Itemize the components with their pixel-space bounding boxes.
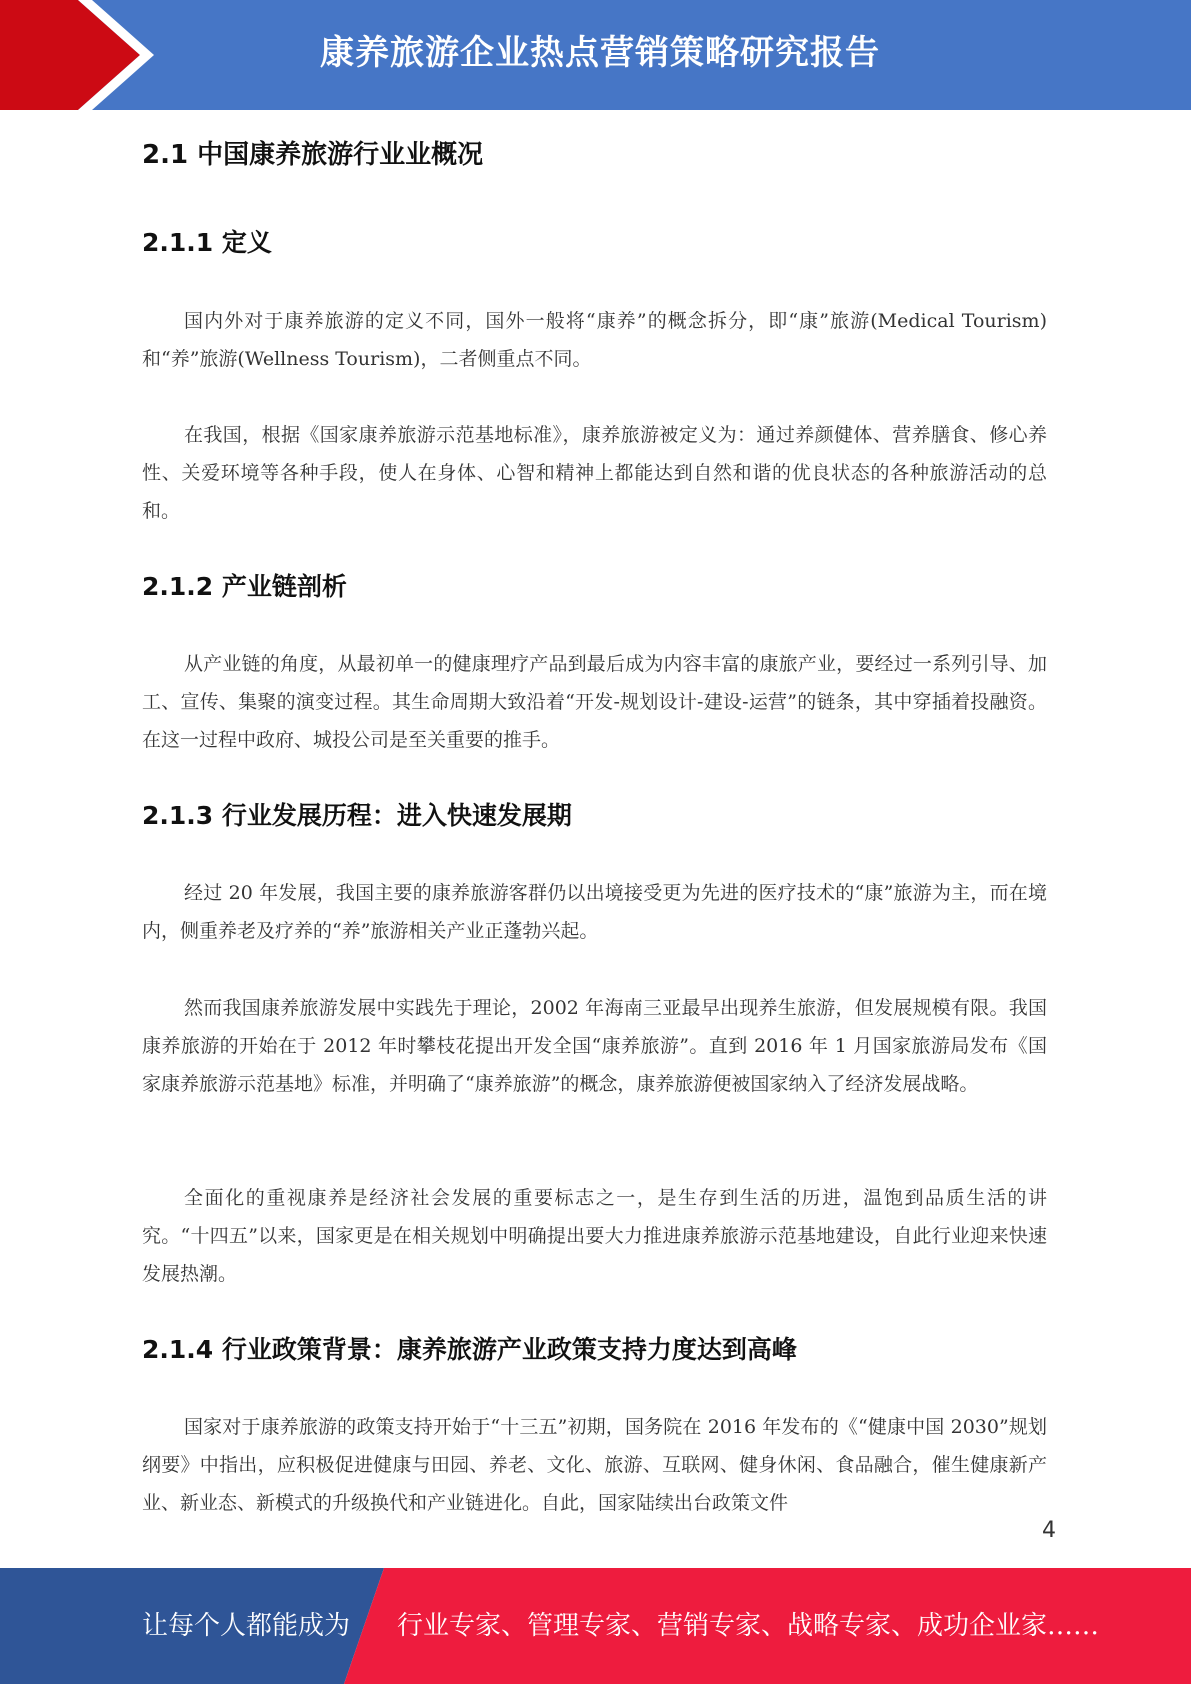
section-heading-2-1-1: 2.1.1 定义 (142, 228, 272, 257)
footer-band (0, 1568, 1191, 1684)
header-chevron-decoration (0, 0, 160, 110)
section-heading-2-1-3: 2.1.3 行业发展历程：进入快速发展期 (142, 801, 572, 830)
footer-slogan-right: 行业专家、管理专家、营销专家、战略专家、成功企业家…… (397, 1611, 1100, 1641)
paragraph: 全面化的重视康养是经济社会发展的重要标志之一，是生存到生活的历进，温饱到品质生活的讲究。“十四五”以来，国家更是在相关规划中明确提出要大力推进康养旅游示范基地建设，自此行业迎来快速发展热潮。 (142, 1187, 1047, 1285)
paragraph: 国内外对于康养旅游的定义不同，国外一般将“康养”的概念拆分，即“康”旅游(Medical Tourism)和“养”旅游(Wellness Tourism)，二者侧重点不同。 (142, 310, 1047, 370)
paragraph: 经过 20 年发展，我国主要的康养旅游客群仍以出境接受更为先进的医疗技术的“康”旅游为主，而在境内，侧重养老及疗养的“养”旅游相关产业正蓬勃兴起。 (142, 882, 1047, 942)
paragraph: 从产业链的角度，从最初单一的健康理疗产品到最后成为内容丰富的康旅产业，要经过一系列引导、加工、宣传、集聚的演变过程。其生命周期大致沿着“开发-规划设计-建设-运营”的链条，其中穿插着投融资。在这一过程中政府、城投公司是至关重要的推手。 (142, 653, 1047, 751)
page-number: 4 (1042, 1518, 1056, 1543)
section-heading-2-1: 2.1 中国康养旅游行业业概况 (142, 140, 484, 170)
paragraph: 国家对于康养旅游的政策支持开始于“十三五”初期，国务院在 2016 年发布的《“健康中国 2030”规划纲要》中指出，应积极促进健康与田园、养老、文化、旅游、互联网、健身休闲、食品融合，催生健康新产业、新业态、新模式的升级换代和产业链进化。自此，国家陆续出台政策文件 (142, 1416, 1047, 1514)
footer-slogan-left: 让每个人都能成为 (142, 1611, 351, 1641)
section-heading-2-1-2: 2.1.2 产业链剖析 (142, 572, 347, 601)
header-band (0, 0, 1191, 110)
page-header-title: 康养旅游企业热点营销策略研究报告 (320, 33, 880, 73)
paragraph: 在我国，根据《国家康养旅游示范基地标准》，康养旅游被定义为：通过养颜健体、营养膳食、修心养性、关爱环境等各种手段，使人在身体、心智和精神上都能达到自然和谐的优良状态的各种旅游活动的总和。 (142, 424, 1047, 522)
paragraph: 然而我国康养旅游发展中实践先于理论，2002 年海南三亚最早出现养生旅游，但发展规模有限。我国康养旅游的开始在于 2012 年时攀枝花提出开发全国“康养旅游”。直到 2016 年 1 月国家旅游局发布《国家康养旅游示范基地》标准，并明确了“康养旅游”的概念，康养旅游便被国家纳入了经济发展战略。 (142, 997, 1047, 1095)
section-heading-2-1-4: 2.1.4 行业政策背景：康养旅游产业政策支持力度达到高峰 (142, 1335, 797, 1364)
